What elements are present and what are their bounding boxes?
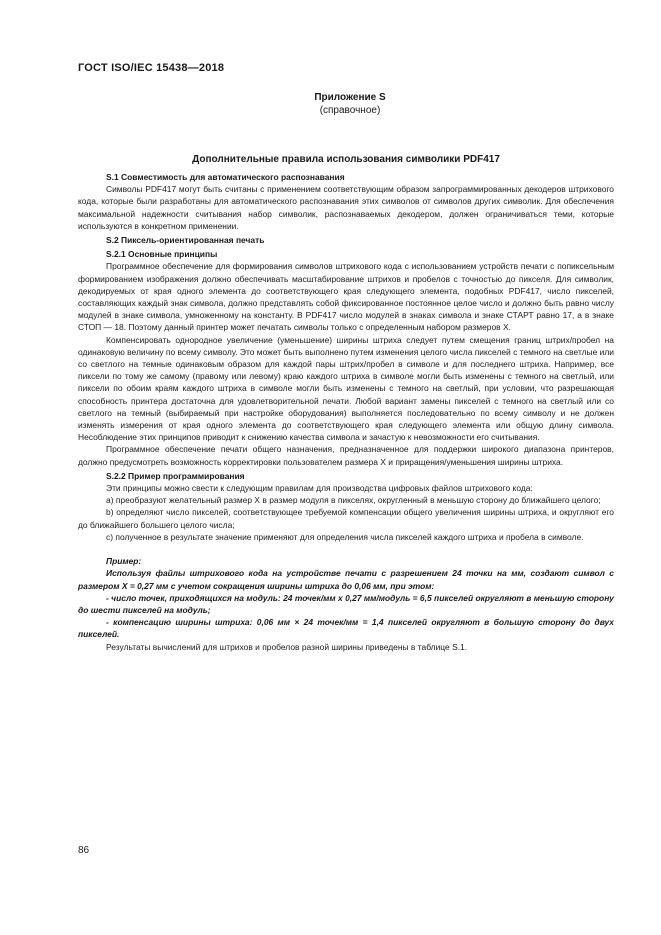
paragraph: Программное обеспечение печати общего назначения, предназначенное для поддержки широкого диапазона принтеров, должно предусмотреть возможность корректировки пользователем размера X и приращения/уменьшения ширины штриха. bbox=[78, 444, 614, 467]
example-line: Используя файлы штрихового кода на устройстве печати с разрешением 24 точки на мм, создают символ с размером X = 0,27 мм с учетом сокращения ширины штриха до 0,06 мм, при этом: bbox=[78, 568, 614, 591]
example-label: Пример: bbox=[106, 556, 142, 567]
example-line: - число точек, приходящихся на модуль: 24 точек/мм x 0,27 мм/модуль = 6,5 пикселей округляют в меньшую сторону до шести пикселей на модуль; bbox=[78, 592, 614, 615]
paragraph: Программное обеспечение для формирования символов штрихового кода с использованием устройств печати с попиксельным формированием изображения должно обеспечивать масштабирование штрихов и пробелов с точностью до пикселя. Для символик, декодируемых от края одного элемента до соответствующего края следующего элемента, подобных PDF417, число пикселей, составляющих каждый знак символа, должно представлять собой фиксированное постоянное целое число и должно быть равно числу модулей в знаке символа, умноженному на константу. В PDF417 число модулей в знаках символа и знаке СТАРТ равно 17, а в знаке СТОП — 18. Поэтому данный принтер может печатать символы только с определенным набором размеров X. bbox=[78, 261, 614, 333]
section-heading-s1: S.1 Совместимость для автоматического распознавания bbox=[106, 172, 345, 182]
appendix-subtitle: (справочное) bbox=[319, 105, 381, 116]
main-title: Дополнительные правила использования символики PDF417 bbox=[192, 154, 500, 165]
document-body bbox=[78, 171, 614, 653]
appendix-title: Приложение S bbox=[314, 92, 386, 103]
list-item: a) преобразуют желательный размер X в размер модуля в пикселях, округленный в меньшую сторону до ближайшего целого; bbox=[106, 495, 601, 506]
standard-header: ГОСТ ISO/IEC 15438—2018 bbox=[78, 62, 225, 74]
example-line: - компенсацию ширины штриха: 0,06 мм × 24 точек/мм = 1,4 пикселей округляют в большую сторону до двух пикселей. bbox=[78, 617, 614, 640]
list-item: b) определяют число пикселей, соответствующее требуемой компенсации общего увеличения ширины штриха, и округляют его до ближайшего большего целого числа; bbox=[78, 507, 614, 530]
section-heading-s2-2: S.2.2 Пример программирования bbox=[106, 470, 245, 481]
section-heading-s2-1: S.2.1 Основные принципы bbox=[106, 249, 218, 260]
page-number: 86 bbox=[78, 845, 90, 856]
list-item: c) полученное в результате значение применяют для определения числа пикселей каждого штриха и пробела в символе. bbox=[106, 531, 584, 542]
paragraph: Компенсировать однородное увеличение (уменьшение) ширины штриха следует путем смещения границ штрих/пробел на одинаковую величину по всему символу. Это может быть выполнено путем изменения целого числа пикселей с темного на светлые или со светлого на темные одинаковым образом для каждой пары штрих/пробел в символе и для последнего штриха. Например, все пиксели по тому же самому (правому или левому) краю каждого штриха в символе могли быть изменены с темного на светлый, или пиксели по обоим краям каждого штриха в символе могли быть изменены с темного на светлый, при условии, что разрешающая способность принтера достаточна для удовлетворительной печати. Любой вариант замены пикселей с темного на светлый или со светлого на темный (выбираемый при настройке оборудования) выполняется последовательно по всему символу и не должен изменять измерения от края одного элемента до соответствующего края следующего элемента или общую длину символа. Несоблюдение этих принципов приводит к снижению качества символа и зачастую к невозможности его считывания. bbox=[78, 334, 614, 443]
result-paragraph: Результаты вычислений для штрихов и пробелов разной ширины приведены в таблице S.1. bbox=[106, 641, 468, 652]
paragraph: Эти принципы можно свести к следующим правилам для производства цифровых файлов штрихового кода: bbox=[106, 483, 533, 494]
section-heading-s2: S.2 Пиксель-ориентированная печать bbox=[106, 235, 265, 246]
example-block bbox=[78, 555, 614, 640]
paragraph: Символы PDF417 могут быть считаны с применением соответствующим образом запрограммированных декодеров штрихового кода, которые были разработаны для автоматического распознавания этих символов от символов других символик. Для обеспечения максимальной надежности считывания набор символик, распознаваемых декодером, должен ограничиваться теми, которые используются в конкретном применении. bbox=[78, 184, 614, 231]
